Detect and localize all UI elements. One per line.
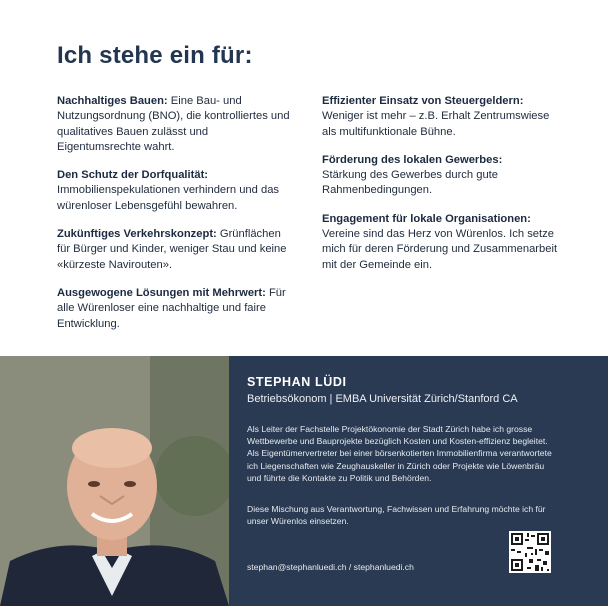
item-title: Den Schutz der Dorfqualität: [57, 169, 209, 182]
item-title: Nachhaltiges Bauen: [57, 95, 168, 107]
contact-link[interactable]: stephan@stephanluedi.ch / stephanluedi.ch [247, 562, 414, 572]
commitment-item [57, 286, 292, 332]
qr-code-icon[interactable] [509, 531, 551, 573]
item-text: Immobilienspekulationen verhindern und das würenloser Lebensgefühl bewahren. [57, 184, 280, 212]
item-title: Förderung des lokalen Gewerbes: [322, 153, 503, 166]
item-text: Grünflächen für Bürger und Kinder, weniger Stau und keine «kürzeste Navirouten». [57, 228, 287, 271]
profile-bio: Als Leiter der Fachstelle Projektökonomie der Stadt Zürich habe ich grosse Wettbewerbe und Bauprojekte bezüglich Kosten und Kosten-effizienz begleitet. Als Eigentümervertreter bei einer börsenkotierten Immobilienfirma verantwortete ich Liegenschaften wie Zeughauskeller in Zürich oder Projekte wie Löwenbräu und führte die Kontakte zu Politik und Behörden. [247, 424, 552, 483]
profile-panel [229, 356, 608, 606]
item-title: Engagement für lokale Organisationen: [322, 212, 531, 225]
page-title: Ich stehe ein für: [57, 42, 253, 69]
profile-name: STEPHAN LÜDI [247, 375, 347, 389]
item-text: Für alle Würenloser eine nachhaltige und faire Entwicklung. [57, 286, 286, 330]
commitment-item [57, 94, 292, 155]
commitment-item [322, 212, 562, 273]
commitment-item [57, 168, 292, 214]
right-column [322, 94, 562, 286]
item-text: Weniger ist mehr – z.B. Erhalt Zentrumswiese als multifunktionale Bühne. [322, 110, 550, 138]
item-text: Stärkung des Gewerbes durch gute Rahmenbedingungen. [322, 169, 498, 197]
profile-title: Betriebsökonom | EMBA Universität Zürich/Stanford CA [247, 393, 518, 405]
item-title: Ausgewogene Lösungen mit Mehrwert: [57, 286, 266, 299]
commitment-item [322, 94, 562, 140]
commitment-item [322, 153, 562, 199]
commitment-item [57, 227, 292, 273]
profile-section [0, 356, 608, 606]
portrait-illustration [0, 356, 229, 606]
item-title: Effizienter Einsatz von Steuergeldern: [322, 95, 524, 107]
item-title: Zukünftiges Verkehrskonzept: [57, 228, 217, 241]
profile-bio-closing: Diese Mischung aus Verantwortung, Fachwissen und Erfahrung möchte ich für unser Würenlos einsetzen. [247, 504, 546, 527]
left-column [57, 94, 292, 345]
item-text: Eine Bau- und Nutzungsordnung (BNO), die kontrolliertes und qualitatives Bauen zulässt und Eigentumsrechte wahrt. [57, 95, 290, 153]
item-text: Vereine sind das Herz von Würenlos. Ich setze mich für deren Förderung und Zusammenarbeit mit der Gemeinde ein. [322, 228, 558, 271]
portrait-photo [0, 356, 229, 606]
